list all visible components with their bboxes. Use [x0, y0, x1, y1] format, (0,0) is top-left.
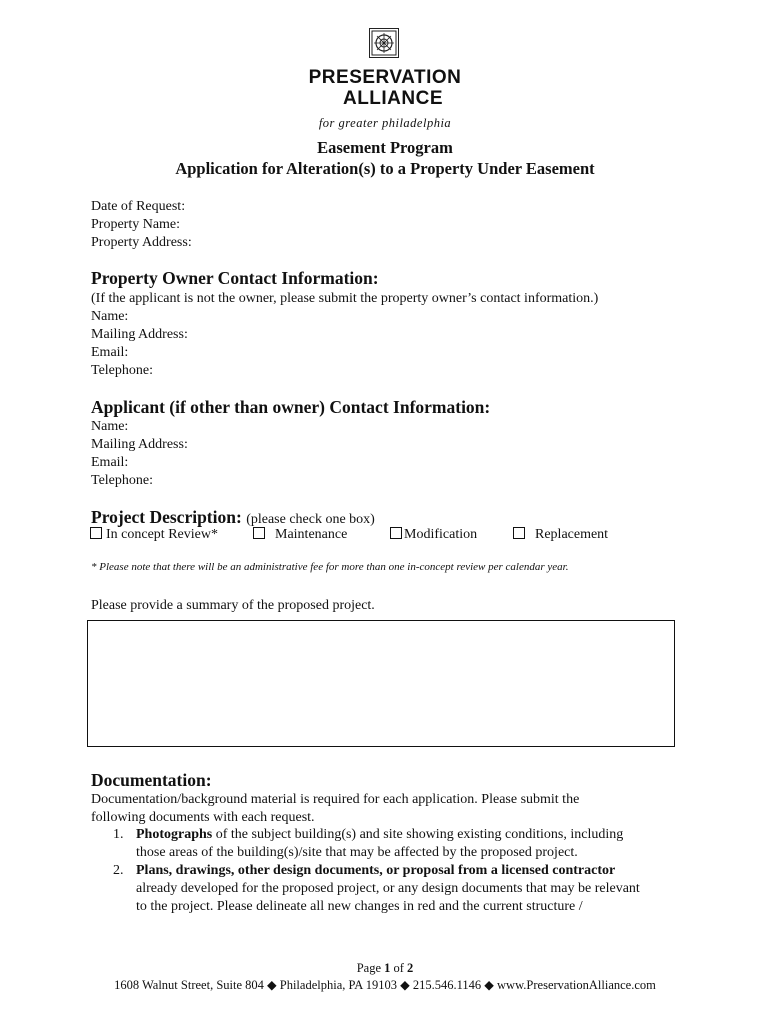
- list-item-text: [136, 826, 623, 844]
- org-name-line2: ALLIANCE: [342, 88, 444, 109]
- list-item-continuation: those areas of the building(s)/site that may be affected by the proposed project.: [136, 845, 578, 860]
- checkbox-square-icon[interactable]: [253, 527, 265, 539]
- page-number: [0, 961, 770, 976]
- documentation-intro-line1: Documentation/background material is required for each application. Please submit the: [91, 792, 580, 807]
- page-subtitle: Application for Alteration(s) to a Property Under Easement: [175, 159, 595, 178]
- page-title: Easement Program: [317, 138, 453, 157]
- page-current: 1: [384, 961, 391, 975]
- property-address-label: Property Address:: [91, 235, 192, 250]
- summary-prompt: Please provide a summary of the proposed project.: [91, 598, 375, 613]
- checkbox-square-icon[interactable]: [390, 527, 402, 539]
- applicant-telephone-label: Telephone:: [91, 473, 153, 488]
- list-item-number: 2.: [113, 863, 124, 878]
- applicant-section-heading: Applicant (if other than owner) Contact Information:: [91, 397, 491, 417]
- documentation-intro-line2: following documents with each request.: [91, 810, 315, 825]
- project-summary-textbox[interactable]: [87, 620, 675, 747]
- owner-telephone-label: Telephone:: [91, 363, 153, 378]
- owner-name-label: Name:: [91, 309, 129, 324]
- checkbox-in-concept-review[interactable]: [90, 527, 218, 543]
- owner-section-heading: Property Owner Contact Information:: [91, 268, 379, 288]
- checkbox-modification[interactable]: [390, 527, 477, 543]
- ornamental-square-logo-icon: [369, 28, 399, 58]
- checkbox-square-icon[interactable]: [90, 527, 102, 539]
- checkbox-label: In concept Review*: [106, 527, 218, 542]
- list-item-text: [136, 862, 615, 880]
- footer-address: 1608 Walnut Street, Suite 804 ◆ Philadelphia, PA 19103 ◆ 215.546.1146 ◆ www.PreservationAlliance.com: [114, 978, 656, 992]
- list-item-bold: Photographs: [136, 827, 213, 842]
- checkbox-replacement[interactable]: [513, 527, 608, 543]
- project-subheading: (please check one box): [246, 512, 375, 527]
- property-name-label: Property Name:: [91, 217, 181, 232]
- list-item-continuation: to the project. Please delineate all new changes in red and the current structure /: [136, 899, 583, 914]
- checkbox-label: Replacement: [535, 527, 609, 542]
- documentation-heading: Documentation:: [91, 770, 212, 790]
- list-item-number: 1.: [113, 827, 124, 842]
- page-total: 2: [407, 961, 414, 975]
- checkbox-label: Maintenance: [275, 527, 348, 542]
- checkbox-square-icon[interactable]: [513, 527, 525, 539]
- project-heading-text: Project Description:: [91, 507, 242, 527]
- applicant-email-label: Email:: [91, 455, 129, 470]
- checkbox-label: Modification: [404, 527, 478, 542]
- list-item-bold: Plans, drawings, other design documents, or proposal from a licensed contractor: [136, 863, 616, 878]
- owner-email-label: Email:: [91, 345, 129, 360]
- date-of-request-label: Date of Request:: [91, 199, 186, 214]
- list-item-rest: of the subject building(s) and site showing existing conditions, including: [212, 827, 624, 842]
- owner-note: (If the applicant is not the owner, please submit the property owner’s contact information.): [91, 291, 599, 306]
- list-item-continuation: already developed for the proposed project, or any design documents that may be relevant: [136, 881, 640, 896]
- applicant-name-label: Name:: [91, 419, 129, 434]
- applicant-mailing-label: Mailing Address:: [91, 437, 188, 452]
- page-prefix: Page: [356, 961, 385, 975]
- org-name-line1: PRESERVATION: [308, 67, 462, 88]
- in-concept-fee-note: * Please note that there will be an administrative fee for more than one in-concept review per calendar year.: [91, 561, 569, 573]
- checkbox-maintenance[interactable]: [253, 527, 347, 543]
- page-mid: of: [390, 961, 408, 975]
- owner-mailing-label: Mailing Address:: [91, 327, 188, 342]
- documentation-list: [91, 826, 691, 916]
- org-tagline: for greater philadelphia: [318, 116, 452, 130]
- project-section-heading: [91, 507, 375, 528]
